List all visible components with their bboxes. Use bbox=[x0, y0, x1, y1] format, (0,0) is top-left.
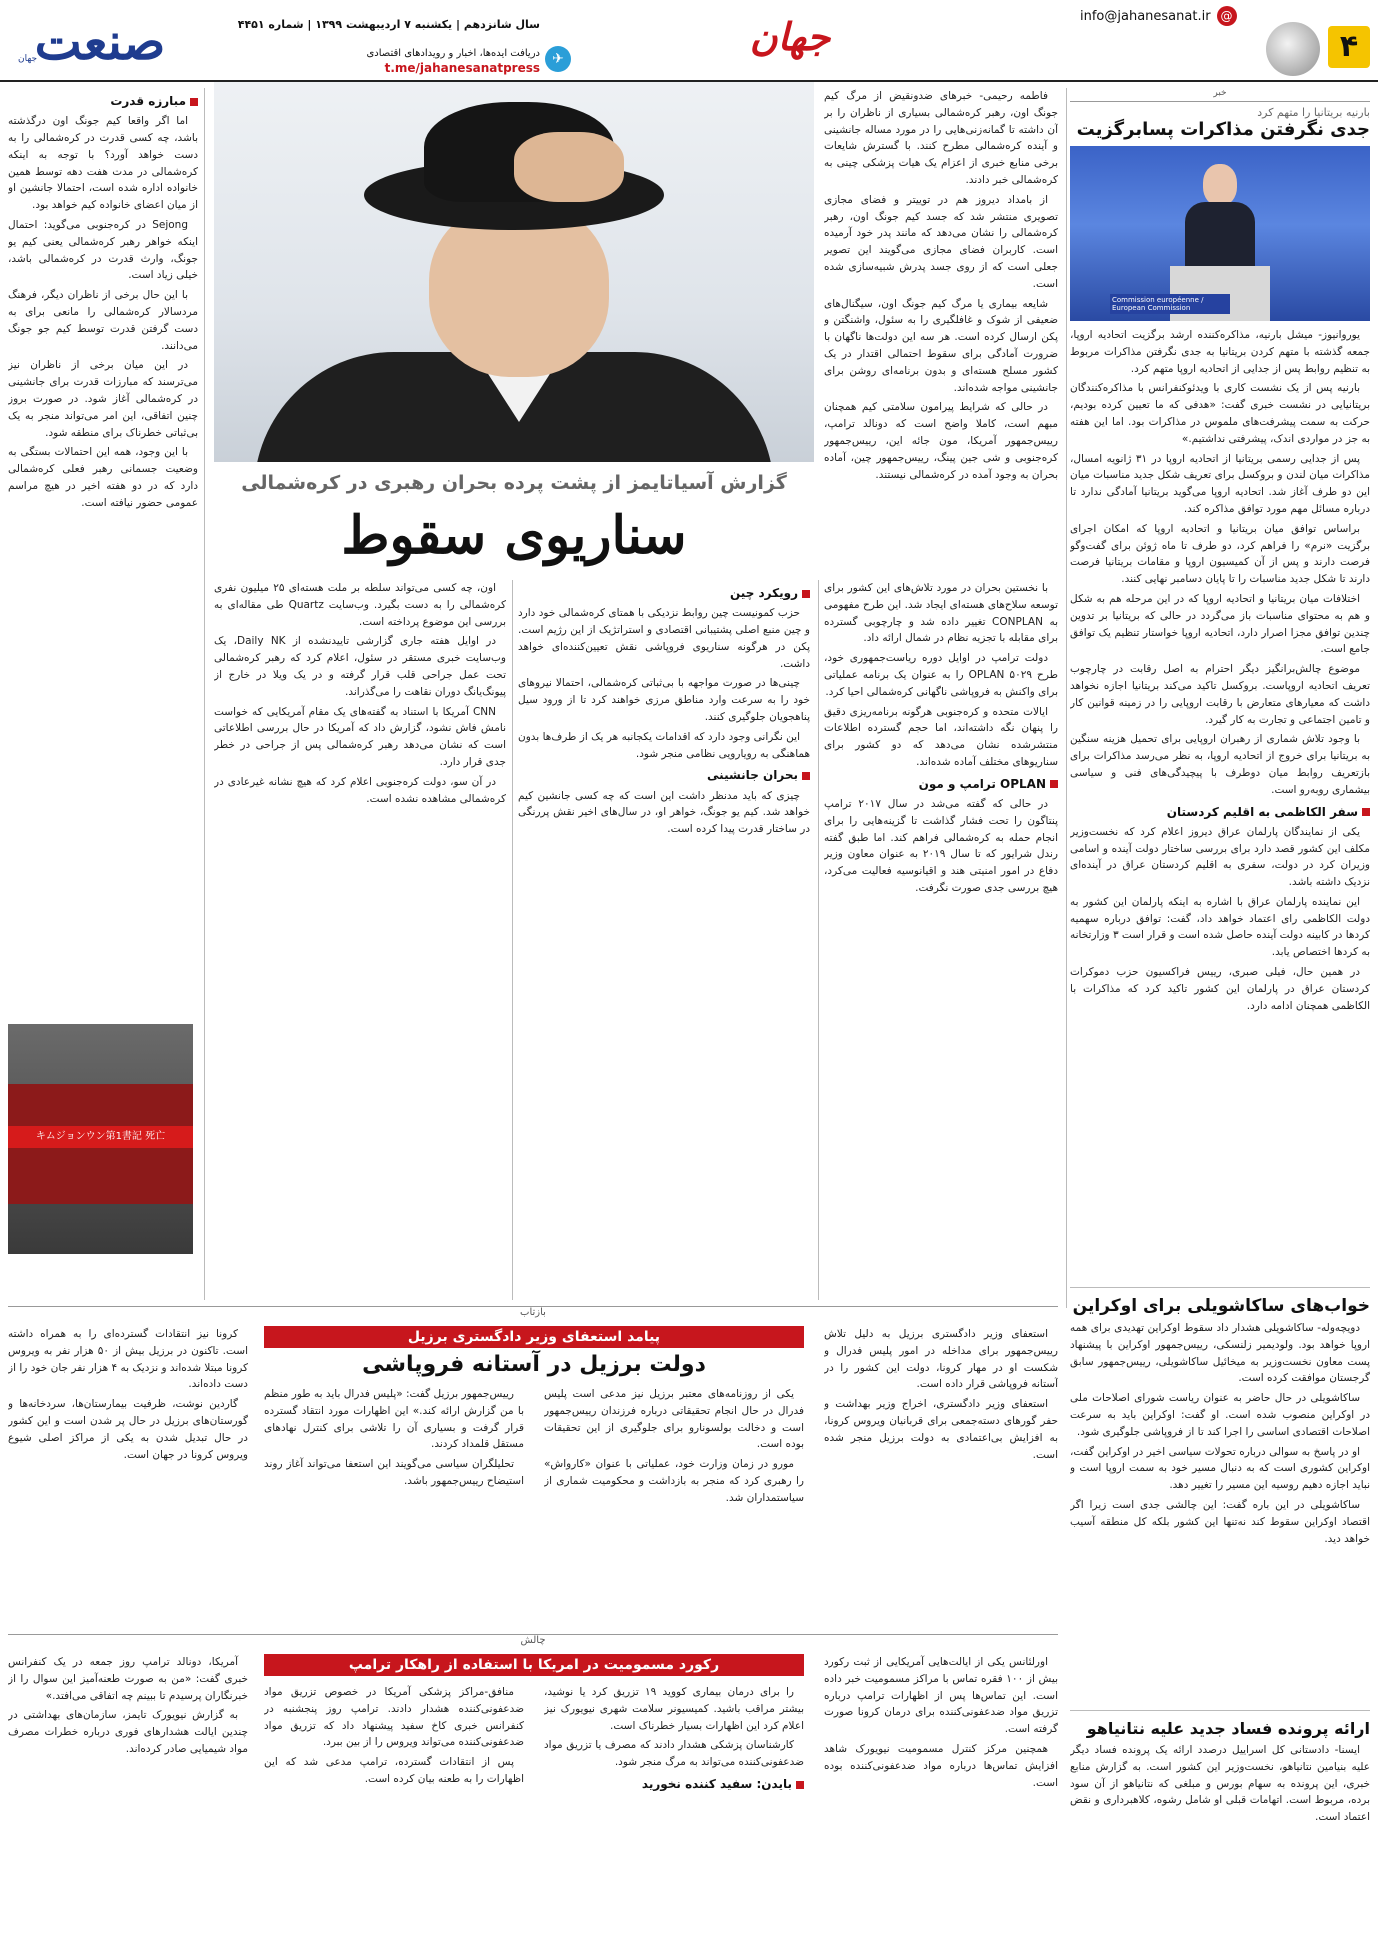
brazil-headline: دولت برزیل در آستانه فروپاشی bbox=[362, 1352, 706, 1377]
us-column-2 bbox=[544, 1684, 804, 1944]
us-banner: رکورد مسمومیت در امریکا با استفاده از راهکار ترامپ bbox=[264, 1654, 804, 1676]
us-column-3 bbox=[264, 1684, 524, 1944]
paragraph: همچنین مرکز کنترل مسمومیت نیویورک شاهد افزایش تماس‌ها درباره مواد ضدعفونی‌کننده بوده است. bbox=[824, 1742, 1058, 1789]
bullet-square-icon bbox=[1362, 808, 1370, 816]
brexit-body bbox=[1070, 327, 1370, 1287]
paragraph: ساکاشویلی در این باره گفت: این چالشی جدی است زیرا اگر اقتصاد اوکراین سقوط کند نه‌تنها این کشور بلکه کل منطقه آسیب خواهد دید. bbox=[1070, 1498, 1370, 1545]
china-subheading-text: رویکرد چین bbox=[730, 586, 798, 600]
lead-kicker: گزارش آسیاتایمز از پشت پرده بحران رهبری در کره‌شمالی bbox=[241, 472, 787, 494]
paragraph: CNN آمریکا با استناد به گفته‌های یک مقام آمریکایی که خواست نامش فاش نشود، گزارش داد که آمریکا در حال بررسی اطلاعاتی است که نشان می‌دهد رهبر کره‌شمالی پس از جراحی در خطر جدی قرار دارد. bbox=[214, 705, 506, 768]
divider bbox=[1070, 1710, 1370, 1711]
paragraph: چینی‌ها در صورت مواجهه با بی‌ثباتی کره‌شمالی، احتمالا نیروهای خود را به سرعت وارد مناطق مرزی خواهند کرد تا از ورود سیل پناهجویان جلوگیری کنند. bbox=[518, 677, 810, 723]
paragraph: Sejong در کره‌جنوبی می‌گوید: احتمال اینکه خواهر رهبر کره‌شمالی یعنی کیم یو جونگ، وارث قدرت در کره‌شمالی باشد، خیلی زیاد است. bbox=[8, 218, 198, 282]
email-icon: @ bbox=[1217, 6, 1237, 26]
paragraph: چیزی که باید مدنظر داشت این است که چه کسی جانشین کیم خواهد شد. کیم یو جونگ، خواهر او، در سال‌های اخیر نقش پررنگی در ساختار قدرت پیدا کرده است. bbox=[518, 789, 810, 836]
paragraph: استعفای وزیر دادگستری، اخراج وزیر بهداشت و حفر گورهای دسته‌جمعی برای قربانیان ویروس کرونا، به افزایش بی‌اعتمادی به دولت برزیل منجر شده است. bbox=[824, 1398, 1058, 1461]
channel-text: دریافت ایده‌ها، اخبار و رویدادهای اقتصادی bbox=[366, 48, 540, 59]
paragraph: مورو در زمان وزارت خود، عملیاتی با عنوان «کارواش» را رهبری کرد که منجر به بازداشت و محکومیت شماری از سیاستمداران شد. bbox=[544, 1458, 804, 1504]
bullet-square-icon bbox=[796, 1781, 804, 1789]
paragraph: آمریکا، دونالد ترامپ روز جمعه در یک کنفرانس خبری گفت: «من به صورت طعنه‌آمیز این سوال را از خبرنگاران پرسیدم تا ببینم چه اتفاقی می‌افتد.» bbox=[8, 1656, 248, 1702]
paragraph: اورلئانس یکی از ایالت‌هایی آمریکایی از ثبت رکورد بیش از ۱۰۰ فقره تماس با مراکز مسمومیت خبر داده است. این تماس‌ها پس از اظهارات ترامپ درباره تزریق مواد ضدعفونی‌کننده برای درمان کرونا صورت گرفته است. bbox=[824, 1656, 1058, 1736]
brexit-photo bbox=[1070, 146, 1370, 321]
paragraph: در حالی که گفته می‌شد در سال ۲۰۱۷ ترامپ پنتاگون را تحت فشار گذاشت تا گزینه‌هایی را برای انجام حمله به کره‌شمالی فراهم کند. اما طبق گفته رندل شرایور که تا سال ۲۰۱۹ به عنوان معاون وزیر دفاع در امور امنیتی هند و اقیانوسیه فعالیت می‌کرد، هیچ بررسی جدی صورت نگرفت. bbox=[824, 797, 1058, 894]
channel-link[interactable]: t.me/jahanesanatpress bbox=[384, 61, 540, 75]
paragraph: یکی از نمایندگان پارلمان عراق دیروز اعلام کرد که نخست‌وزیر مکلف این کشور قصد دارد برای بررسی ساختار دولت آینده و اسامی وزیران کرد در دولت، سفری به اقلیم کردستان عراق در آینده‌ای نزدیک داشته باشد. bbox=[1070, 825, 1370, 889]
paragraph: کارشناسان پزشکی هشدار دادند که مصرف یا تزریق مواد ضدعفونی‌کننده می‌تواند به مرگ منجر شود. bbox=[544, 1739, 804, 1769]
section-title: جهان bbox=[749, 14, 831, 59]
email-text[interactable]: info@jahanesanat.ir bbox=[1080, 8, 1211, 24]
paragraph: ایسنا- دادستانی کل اسراییل درصدد ارائه یک پرونده فساد دیگر علیه بنیامین نتانیاهو، نخست‌وزیر این کشور است. به گزارش منابع خبری، این پرونده به سهام بورس و مبلغی که نتانیاهو از آن سود برده، مربوط است. اتهامات قبلی او شامل رشوه، کلاهبرداری و نقض اعتماد است. bbox=[1070, 1744, 1370, 1824]
paragraph: موضوع چالش‌برانگیز دیگر احترام به اصل رقابت در چارچوب تعریف اتحادیه اروپاست. بروکسل تاکید می‌کند بریتانیا اجازه نخواهد داشت که معیارهای متعارض با رقابت اروپایی را در زمینه قوانین کار و تامین اجتماعی و تجارت به کار گیرد. bbox=[1070, 663, 1370, 726]
us-band: چالش bbox=[8, 1634, 1058, 1650]
masthead bbox=[0, 0, 1378, 82]
paragraph: منافق-مراکز پزشکی آمریکا در خصوص تزریق مواد ضدعفونی‌کننده هشدار دادند. ترامپ روز پنجشنبه در کنفرانس خبری کاخ سفید پیشنهاد داد که تزریق مواد ضدعفونی‌کننده می‌تواند ویروس را از بین ببرد. bbox=[264, 1686, 524, 1749]
column-divider bbox=[204, 88, 205, 1300]
brexit-kicker: بارنیه بریتانیا را متهم کرد bbox=[1257, 106, 1370, 119]
us-column-4 bbox=[8, 1654, 248, 1944]
power-struggle-subheading-text: مبارزه قدرت bbox=[110, 94, 186, 108]
paragraph: در همین حال، فیلی صبری، رییس فراکسیون حزب دموکرات کردستان عراق در پارلمان این کشور تاکید کرد که مذاکرات با الکاظمی همچنان ادامه دارد. bbox=[1070, 966, 1370, 1012]
paragraph: را برای درمان بیماری کووید ۱۹ تزریق کرد یا نوشید، بیشتر مراقب باشید. کمیسیونر سلامت شهری نیویورک نیز اعلام کرد این اظهارات بسیار خطرناک است. bbox=[544, 1686, 804, 1732]
paragraph: تحلیلگران سیاسی می‌گویند این استعفا می‌تواند آغاز روند استیضاح رییس‌جمهور باشد. bbox=[264, 1458, 524, 1487]
bullet-square-icon bbox=[802, 772, 810, 780]
paragraph: در حالی که شرایط پیرامون سلامتی کیم همچنان مبهم است، کاملا واضح است که دونالد ترامپ، رییس‌جمهور آمریکا، مون جائه این، رییس‌جمهور کره‌جنوبی و شی جین پینگ، رییس‌جمهور چین، آماده بحران به وجود آمده در کره‌شمالی نیستند. bbox=[824, 401, 1058, 481]
paragraph: او در پاسخ به سوالی درباره تحولات سیاسی اخیر در اوکراین گفت، اوکراین کشوری است که به دنبال مسیر خود به سمت اروپا است و نباید اجازه دهیم روسیه این مسیر را تغییر دهد. bbox=[1070, 1445, 1370, 1492]
paragraph: حزب کمونیست چین روابط نزدیکی با همتای کره‌شمالی خود دارد و چین منبع اصلی پشتیبانی اقتصادی و استراتژیک از این رژیم است. پکن در هرگونه سناریوی فروپاشی نقش تعیین‌کننده‌ای خواهد داشت. bbox=[518, 607, 810, 670]
paragraph: براساس توافق میان بریتانیا و اتحادیه اروپا که امکان اجرای برگزیت «نرم» را فراهم کرد، دو طرف تا ماه ژوئن برای گفت‌وگو فرصت دارند و پس از آن کمیسیون اروپا و مقامات بریتانیا فرصت دارند تا شکل جدید مناسبات را تا پایان دسامبر نهایی کنند. bbox=[1070, 522, 1370, 586]
news-column bbox=[1070, 88, 1370, 1943]
paragraph: کرونا نیز انتقادات گسترده‌ای را به همراه داشته است. تاکنون در برزیل بیش از ۵۰ هزار نفر به ویروس کرونا مبتلا شده‌اند و نزدیک به ۴ هزار نفر جان خود را از دست داده‌اند. bbox=[8, 1328, 248, 1391]
globe-icon bbox=[1266, 22, 1320, 76]
lead-column-4 bbox=[214, 580, 506, 1300]
paragraph: در اوایل هفته جاری گزارشی تاییدنشده از Daily NK، یک وب‌سایت خبری مستقر در سئول، اعلام کرد که رهبر کره‌شمالی تحت عمل جراحی قلب قرار گرفته و در یک ویلا در خارج از پیونگ‌یانگ دوران نقاهت را می‌گذراند. bbox=[214, 635, 506, 698]
paragraph: پس از جدایی رسمی بریتانیا از اتحادیه اروپا در ۳۱ ژانویه امسال، مذاکرات میان لندن و بروکسل برای تعریف شکل جدید مناسبات میان این دو طرف آغاز شد. اتحادیه اروپا می‌گوید بریتانیا آمادگی ندارد تا درباره مسائل مهم مورد توافق مذاکره کند. bbox=[1070, 452, 1370, 515]
kurd-subheading bbox=[1070, 803, 1370, 822]
paragraph: با وجود تلاش شماری از رهبران اروپایی برای تحمیل هزینه سنگین به بریتانیا برای خروج از اتحادیه اروپا، به نظر می‌رسد مذاکرات برای بازتعریف روابط میان دوطرف با پیچیدگی‌های فنی و سیاسی بیشماری روبه‌رو است. bbox=[1070, 733, 1370, 796]
tv-caption: キムジョンウン第1書記 死亡 bbox=[8, 1126, 193, 1148]
email-contact[interactable] bbox=[1080, 4, 1260, 28]
lead-column-2 bbox=[824, 580, 1058, 1300]
page-number: ۴ bbox=[1328, 26, 1370, 68]
paragraph: رییس‌جمهور برزیل گفت: «پلیس فدرال باید به طور منظم با من گزارش ارائه کند.» این اظهارات مورد انتقاد گسترده قرار گرفت و بسیاری آن را تلاشی برای کنترل نهادهای مستقل قلمداد کردند. bbox=[264, 1388, 524, 1451]
ukraine-body bbox=[1070, 1320, 1370, 1710]
paragraph: استعفای وزیر دادگستری برزیل به دلیل تلاش رییس‌جمهور برای مداخله در امور پلیس فدرال و شکست او در مهار کرونا، دولت این کشور را در آستانه فروپاشی قرار داده است. bbox=[824, 1328, 1058, 1391]
photo-caption: Commission européenne / European Commission bbox=[1110, 294, 1230, 314]
paragraph: با نخستین بحران در مورد تلاش‌های این کشور برای توسعه سلاح‌های هسته‌ای ایجاد شد. این طرح مفهومی به CONPLAN تغییر داده شد و چارچوبی گسترده برای مقابله با تجزیه نظام در شمال ارائه داد. bbox=[824, 582, 1058, 645]
brazil-column-3 bbox=[264, 1386, 524, 1626]
logo-text: صنعت bbox=[34, 11, 166, 71]
brazil-column-4 bbox=[8, 1326, 248, 1626]
oplan-subheading-text: OPLAN ترامپ و مون bbox=[918, 776, 1046, 791]
news-tag: خبر bbox=[1070, 88, 1370, 102]
brazil-banner: پیامد استعفای وزیر دادگستری برزیل bbox=[264, 1326, 804, 1348]
telegram-icon[interactable]: ✈ bbox=[545, 46, 571, 72]
paragraph: پس از انتقادات گسترده، ترامپ مدعی شد که این اظهارات را به طعنه بیان کرده است. bbox=[264, 1756, 524, 1785]
logo-subtitle: جهان bbox=[18, 54, 38, 64]
power-struggle-subheading bbox=[8, 92, 198, 111]
paragraph: اختلافات میان بریتانیا و اتحادیه اروپا که در این مرحله هم به شکل و هم به محتوای مناسبات باز می‌گردد در حالی که بریتانیا بر تدوین چندین توافق مجزا اصرار دارد، اتحادیه اروپا خواستار تنظیم یک توافق جامع است. bbox=[1070, 592, 1370, 656]
lead-column-3 bbox=[518, 580, 810, 1300]
tv-news-photo bbox=[8, 1024, 193, 1254]
bullet-square-icon bbox=[190, 98, 198, 106]
paragraph: ایالات متحده و کره‌جنوبی هرگونه برنامه‌ریزی دقیق را پنهان نگه داشته‌اند، اما حجم گسترده اطلاعات منتشرشده نشان می‌دهد که دو کشور برای سناریوهای مختلف آماده شده‌اند. bbox=[824, 705, 1058, 768]
paragraph: در این میان برخی از ناظران نیز می‌ترسند که مبارزات قدرت برای جانشینی در کره‌شمالی آغاز شود. در صورت بروز چنین اتفاقی، این امر می‌تواند منجر به یک بی‌ثباتی خطرناک برای منطقه شود. bbox=[8, 359, 198, 439]
kurd-subheading-text: سفر الکاظمی به اقلیم کردستان bbox=[1166, 804, 1358, 819]
biden-subheading-text: بایدن: سفید کننده نخورید bbox=[641, 1776, 792, 1791]
paragraph: به گزارش نیویورک تایمز، سازمان‌های بهداشتی در چندین ایالت هشدارهای فوری درباره خطرات مصرف مواد شیمیایی صادر کرده‌اند. bbox=[8, 1709, 248, 1755]
divider bbox=[1070, 1287, 1370, 1288]
paragraph: شایعه بیماری یا مرگ کیم جونگ اون، سیگنال‌های ضعیفی از شوک و غافلگیری را به سئول، واشنگتن و پکن ارسال کرده است. هر سه این دولت‌ها ناگهان با ضرورت آمادگی برای سقوط احتمالی اقتدار در یک کشور مسلح هسته‌ای و بدون برنامه‌ای روشن برای جانشینی مواجه شده‌اند. bbox=[824, 297, 1058, 394]
ukraine-headline: خواب‌های ساکاشویلی برای اوکراین bbox=[1072, 1296, 1370, 1316]
lead-column-1 bbox=[824, 88, 1058, 570]
kim-jong-un-photo bbox=[214, 82, 814, 462]
paragraph: بارنیه پس از یک نشست کاری با ویدئوکنفرانس با مذاکره‌کنندگان بریتانیایی در نشست خبری گفت: «هدفی که ما تعیین کرده بودیم، حرکت به سمت پیشرفت‌های ملموس در مذاکرات بود. اما این هفته به جز در مواردی اندک، پیشرفتی نداشتیم.» bbox=[1070, 382, 1370, 445]
paragraph: با این وجود، همه این احتمالات بستگی به وضعیت جسمانی رهبر فعلی کره‌شمالی دارد که در دو هفته اخیر در هیچ مراسم عمومی حضور نیافته است. bbox=[8, 446, 198, 509]
oplan-subheading bbox=[824, 775, 1058, 794]
netanyahu-body bbox=[1070, 1742, 1370, 1882]
lead-column-5 bbox=[8, 88, 198, 1018]
brexit-headline: جدی نگرفتن مذاکرات پسابرگزیت bbox=[1076, 119, 1370, 140]
netanyahu-headline: ارائه پرونده فساد جدید علیه نتانیاهو bbox=[1086, 1719, 1370, 1738]
paragraph: دویچه‌وله- ساکاشویلی هشدار داد سقوط اوکراین تهدیدی برای همه اروپا خواهد بود. ولودیمیر زلنسکی، رییس‌جمهور اوکراین با پیشنهاد پست معاون نخست‌وزیر به میخائیل ساکاشویلی، رییس‌جمهور سابق گرجستان موافقت کرده است. bbox=[1070, 1322, 1370, 1385]
paragraph: گاردین نوشت، ظرفیت بیمارستان‌ها، سردخانه‌ها و گورستان‌های برزیل در حال پر شدن است و این کشور در حال تبدیل شدن به یکی از مراکز اصلی شیوع ویروس کرونا در جهان است. bbox=[8, 1398, 248, 1461]
paragraph: اون، چه کسی می‌تواند سلطه بر ملت هسته‌ای ۲۵ میلیون نفری کره‌شمالی را به دست بگیرد. وب‌سایت Quartz طی مقاله‌ای به بررسی این موضوع پرداخته است. bbox=[214, 582, 506, 628]
column-divider bbox=[1066, 88, 1067, 1308]
paragraph: اما اگر واقعا کیم جونگ اون درگذشته باشد، چه کسی قدرت در کره‌شمالی را به دست خواهد آورد؟ با توجه به اینکه کره‌شمالی در مدت هفت دهه توسط همین خانواده اداره شده است، احتمالا جانشین او از میان اعضای خانواده کیم خواهد بود. bbox=[8, 115, 198, 212]
succession-subheading-text: بحران جانشینی bbox=[707, 768, 798, 783]
paragraph: با این حال برخی از ناظران دیگر، فرهنگ مردسالار کره‌شمالی را مانعی برای به دست گرفتن قدرت توسط کیم جو جونگ می‌دانند. bbox=[8, 289, 198, 352]
paragraph: از بامداد دیروز هم در توییتر و فضای مجازی تصویری منتشر شد که جسد کیم جونگ اون، رهبر کره‌شمالی را نشان می‌دهد که مانند پدر خود آرمیده است. کاربران فضای مجازی می‌گویند این تصویر جعلی است که از روی جسد پدرش شبیه‌سازی شده است. bbox=[824, 193, 1058, 290]
brazil-column-2 bbox=[544, 1386, 804, 1626]
paragraph: یوروانیوز- میشل بارنیه، مذاکره‌کننده ارشد برگزیت اتحادیه اروپا، جمعه گذشته با متهم کردن بریتانیا به جدی نگرفتن مذاکرات مربوط به تنظیم روابط پس از جدایی از اتحادیه اروپا متهم کرد. bbox=[1070, 329, 1370, 375]
bullet-square-icon bbox=[802, 590, 810, 598]
paragraph: در آن سو، دولت کره‌جنوبی اعلام کرد که هیچ نشانه غیرعادی در کره‌شمالی مشاهده نشده است. bbox=[214, 775, 506, 805]
bullet-square-icon bbox=[1050, 780, 1058, 788]
us-column-1 bbox=[824, 1654, 1058, 1944]
china-subheading bbox=[518, 584, 810, 603]
paragraph: ساکاشویلی در حال حاضر به عنوان ریاست شورای اصلاحات ملی در اوکراین منصوب شده است. او گفت: اوکراین باید به سرعت اصلاحات اقتصادی اساسی را اجرا کند تا از فروپاشی جلوگیری شود. bbox=[1070, 1392, 1370, 1438]
column-divider bbox=[818, 580, 819, 1300]
lead-headline: سناریوی سقوط bbox=[341, 505, 687, 566]
column-divider bbox=[512, 580, 513, 1300]
paragraph: یکی از روزنامه‌های معتبر برزیل نیز مدعی است پلیس فدرال در حال انجام تحقیقاتی درباره فرزندان رییس‌جمهور است و دخالت بولسونارو برای جلوگیری از این تحقیقات بوده است. bbox=[544, 1388, 804, 1451]
paragraph: دولت ترامپ در اوایل دوره ریاست‌جمهوری خود، طرح OPLAN ۵۰۲۹ را به عنوان یک برنامه عملیاتی برای واکنش به فروپاشی ناگهانی کره‌شمالی احیا کرد. bbox=[824, 652, 1058, 698]
brazil-band: بازتاب bbox=[8, 1306, 1058, 1322]
paragraph: این نگرانی وجود دارد که اقدامات یکجانبه هر یک از طرف‌ها بدون هماهنگی به رویارویی نظامی منجر شود. bbox=[518, 730, 810, 760]
paragraph: فاطمه رحیمی- خبرهای ضدونقیض از مرگ کیم جونگ اون، رهبر کره‌شمالی بسیاری از ناظران را بر آن داشته تا گمانه‌زنی‌هایی را در مورد مساله جانشینی و آینده کره‌شمالی مطرح کنند. با گسترش شایعات برخی منابع خبری از اعزام یک هیات پزشکی چینی به کره‌شمالی خبر دادند. bbox=[824, 90, 1058, 186]
brazil-column-1 bbox=[824, 1326, 1058, 1626]
issue-line: سال شانزدهم | یکشنبه ۷ اردیبهشت ۱۳۹۹ | شماره ۴۴۵۱ bbox=[237, 18, 540, 31]
biden-subheading bbox=[544, 1775, 804, 1794]
paragraph: این نماینده پارلمان عراق با اشاره به اینکه پارلمان این کشور به دولت الکاظمی رای اعتماد خواهد داد، گفت: توافق درباره سهمیه کردها در کابینه دولت آینده حاصل شده است و قرار است ۳ وزارتخانه به کردها اختصاص یابد. bbox=[1070, 895, 1370, 959]
succession-subheading bbox=[518, 766, 810, 785]
